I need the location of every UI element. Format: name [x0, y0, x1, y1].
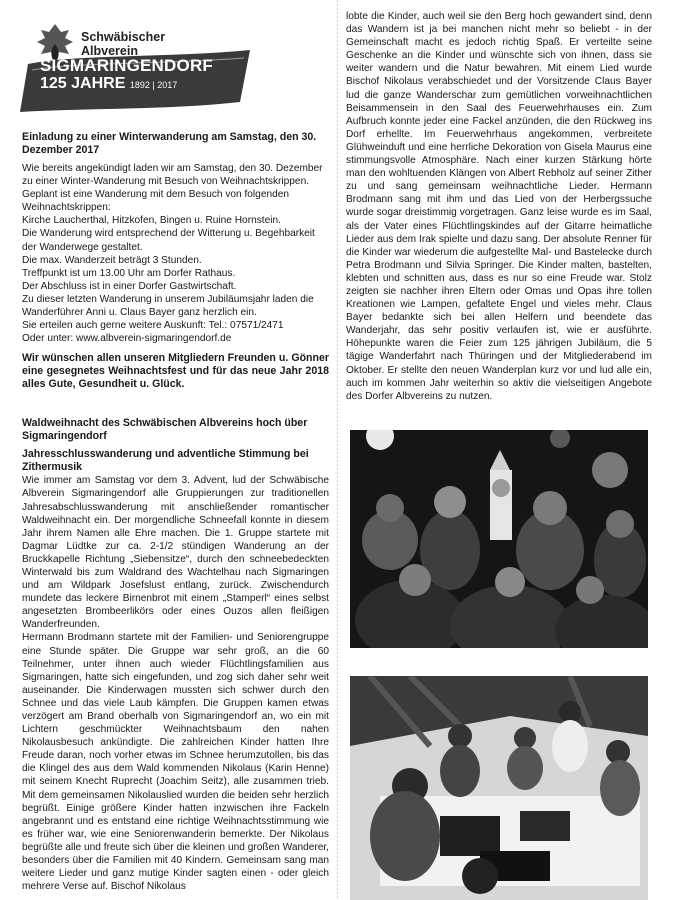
photo-nikolaus-night — [350, 430, 648, 648]
banner-text — [40, 56, 213, 94]
season-greetings: Wir wünschen allen unseren Mitgliedern Freunden u. Gönner eine gesegnetes Weihnachtsfest und für das neue Jahr 2018 alles Gute, Gesundheit u. Glück. — [22, 352, 329, 391]
article1-line: Treffpunkt ist um 13.00 Uhr am Dorfer Rathaus. — [22, 267, 236, 279]
article2-heading: Waldweihnacht des Schwäbischen Albvereins hoch über Sigmaringendorf — [22, 417, 308, 443]
org-name-line2: Albverein — [81, 44, 138, 58]
org-name-line1: Schwäbischer — [81, 30, 166, 44]
article1-line: Zu dieser letzten Wanderung in unserem Jubiläumsjahr laden die Wanderführer Anni u. Claus Bayer ganz herzlich ein. — [22, 293, 314, 319]
article1-link[interactable]: Oder unter: www.albverein-sigmaringendorf.de — [22, 333, 232, 345]
years-range: 1892 | 2017 — [129, 80, 178, 90]
article1-line: Der Abschluss ist in einer Dorfer Gastwirtschaft. — [22, 280, 237, 292]
article1-line: Kirche Laucherthal, Hitzkofen, Bingen u. Ruine Hornstein. — [22, 215, 281, 227]
photo-craft-corner — [350, 676, 648, 900]
left-column — [22, 131, 329, 893]
article2-paragraph: Hermann Brodmann startete mit der Familien- und Seniorengruppe eine Stunde später. Die Gruppe war sehr groß, an die 60 Teilnehmer, unter ihnen auch wieder Flüchtlingsfamilien aus Sigmaringen, hatte sich eingefunden, und zog sich daher sehr weit auseinander. Die Kinderwagen mussten sich schwer durch den Schnee und das viele Laub kämpfen. Die Gruppen kamen etwas verzögert am Brand oberhalb von Sigmaringendorf an, wo ein mit Lichtern geschmückter Weihnachtsbaum den nahen Nikolausbesuch ankündigte. Die zahlreichen Kinder hatten Ihre Freude daran, noch vorher etwas im Schnee herumzutollen, bis das die Klingel des aus dem Wald kommenden Nikolaus (Karin Henne) mit seinem Knecht Ruprecht (Joachim Seitz), alle zusammen trieb. Mit dem gemeinsamen Nikolauslied wurden die beiden sehr herzlich begrüßt. Einige größere Kinder hatten inzwischen ihre Fackeln angebrannt und es entstand eine richtige Weihnachtsstimmung wie es früher war, wie eine Seniorenwanderin bemerkte. Der Nikolaus begrüßte alle und freute sich über die kleinen und großen Wanderer, besonders über die Familien mit 40 Kindern. Gemeinsam sang man weitere Lieder und ganz mutige Kinder sagten einen - oder gleich mehrere Verse auf. Bischof Nikolaus — [22, 632, 329, 893]
article1-heading: Einladung zu einer Winterwanderung am Samstag, den 30. Dezember 2017 — [22, 131, 317, 156]
article1-line: Geplant ist eine Wanderung mit dem Besuch von folgenden Weihnachtskrippen: — [22, 189, 289, 214]
banner-city: SIGMARINGENDORF — [40, 56, 213, 75]
article2-paragraph: Wie immer am Samstag vor dem 3. Advent, lud der Schwäbische Albverein Sigmaringendorf alle Gruppierungen zur traditionellen Jahresabschlusswanderung mit anschließender romantischer Waldweihnacht ein. Der morgendliche Schneefall konnte in diesem Jahr ihrem Namen alle Ehre machen. Die 1. Gruppe startete mit Dagmar Lüdtke zur ca. 2-1/2 stündigen Wanderung an der Bruckkapelle Richtung „Siebensitze“, durch den schneebedeckten Winterwald bis zum Waldrand des Wachtelhau nach Sigmaringen und am Wildpark Josefslust entlang, zurück. Zwischendurch mundete das leckere Birnenbrot mit einem „Stamperl“ eines selbst angesetzten Brombeerlikörs oder eines Ouzos allen fleißigen Wanderfreunden. — [22, 475, 329, 631]
article1-line: Sie erteilen auch gerne weitere Auskunft: Tel.: 07571/2471 — [22, 320, 284, 332]
article2-paragraph-continued: lobte die Kinder, auch weil sie den Berg hoch gewandert sind, denn das Wandern ist ja bei manchen nicht mehr so beliebt - in der Gemeinschaft macht es jedoch richtig Spaß. Er verteilte seine Geschenke an die Kinder und wünschte sich von ihnen, dass sie weiter wandern und die Natur bewahren. Mit einem Lied wurde Bischof Nikolaus verabschiedet und der Vorsitzende Claus Bayer lud die ganze Wanderschar zum gemütlichen vorweihnachtlichen Beisammensein in den Saal des Feuerwehrhauses ein. Zum Aufbruch konnte jeder eine Fackel anzünden, die den Rückweg ins Dorf erhellte. Im Feuerwehrhaus angekommen, verbreitete Glühweinduft und eine herrliche Dekoration von Gisela Maurus eine stimmungsvolle Atmosphäre. Nach einer kurzen Stärkung hörte man den wohltuenden Klängen von Albert Rebholz auf seiner Zither zu und sang gemeinsam weihnachtliche Lieder. Hermann Brodmann sang mit ihm und das Lied von der Herbergssuche wurde sogar dreistimmig vorgetragen. Ganz leise wurde es im Saal, als der Vater eines Flüchtlingskindes auf der Gitarre heimatliche Lieder aus dem Irak spielte und dazu sang. Der absolute Renner für die Kinder war wiederum die aufgestellte Mal- und Bastelecke durch Petra Brodmann und Silvia Springer. Die Kinder malten, bastelten, klebten und schnitten aus, dass es nur so eine Freude war. Stolz zeigten sie nachher ihren Eltern oder Omas und Opas ihre tollen Kreationen wie Lampen, gefaltete Engel und vieles mehr. Claus Bayer bedankte sich bei allen Helfern und beendete das Wanderjahr, das sehr positiv verlaufen ist, wie er ausführte. Höhepunkte waren die Feier zum 125 jährigen Jubiläum, die 5 tägige Wanderfahrt nach Thüringen und der Mitgliederabend im Oktober. Er stellte den neuen Wanderplan kurz vor und lud alle ein, auch im kommen Jahr weiterhin so aktiv die vielseitigen Angebote des Dorfer Albvereins zu nutzen. — [346, 11, 652, 402]
right-column — [346, 10, 652, 403]
column-separator — [337, 0, 338, 900]
anniversary-label: 125 JAHRE — [40, 75, 126, 92]
banner-anniversary — [40, 75, 213, 94]
article1-line: Die max. Wanderzeit beträgt 3 Stunden. — [22, 254, 202, 266]
article1-line: Wie bereits angekündigt laden wir am Samstag, den 30. Dezember zu einer Winter-Wanderung mit Besuch von Weihnachtskrippen. — [22, 163, 323, 188]
article1-line: Die Wanderung wird entsprechend der Witterung u. Begehbarkeit der Wanderwege gestaltet. — [22, 228, 315, 253]
article2-subheading: Jahresschlusswanderung und adventliche Stimmung bei Zithermusik — [22, 448, 309, 474]
